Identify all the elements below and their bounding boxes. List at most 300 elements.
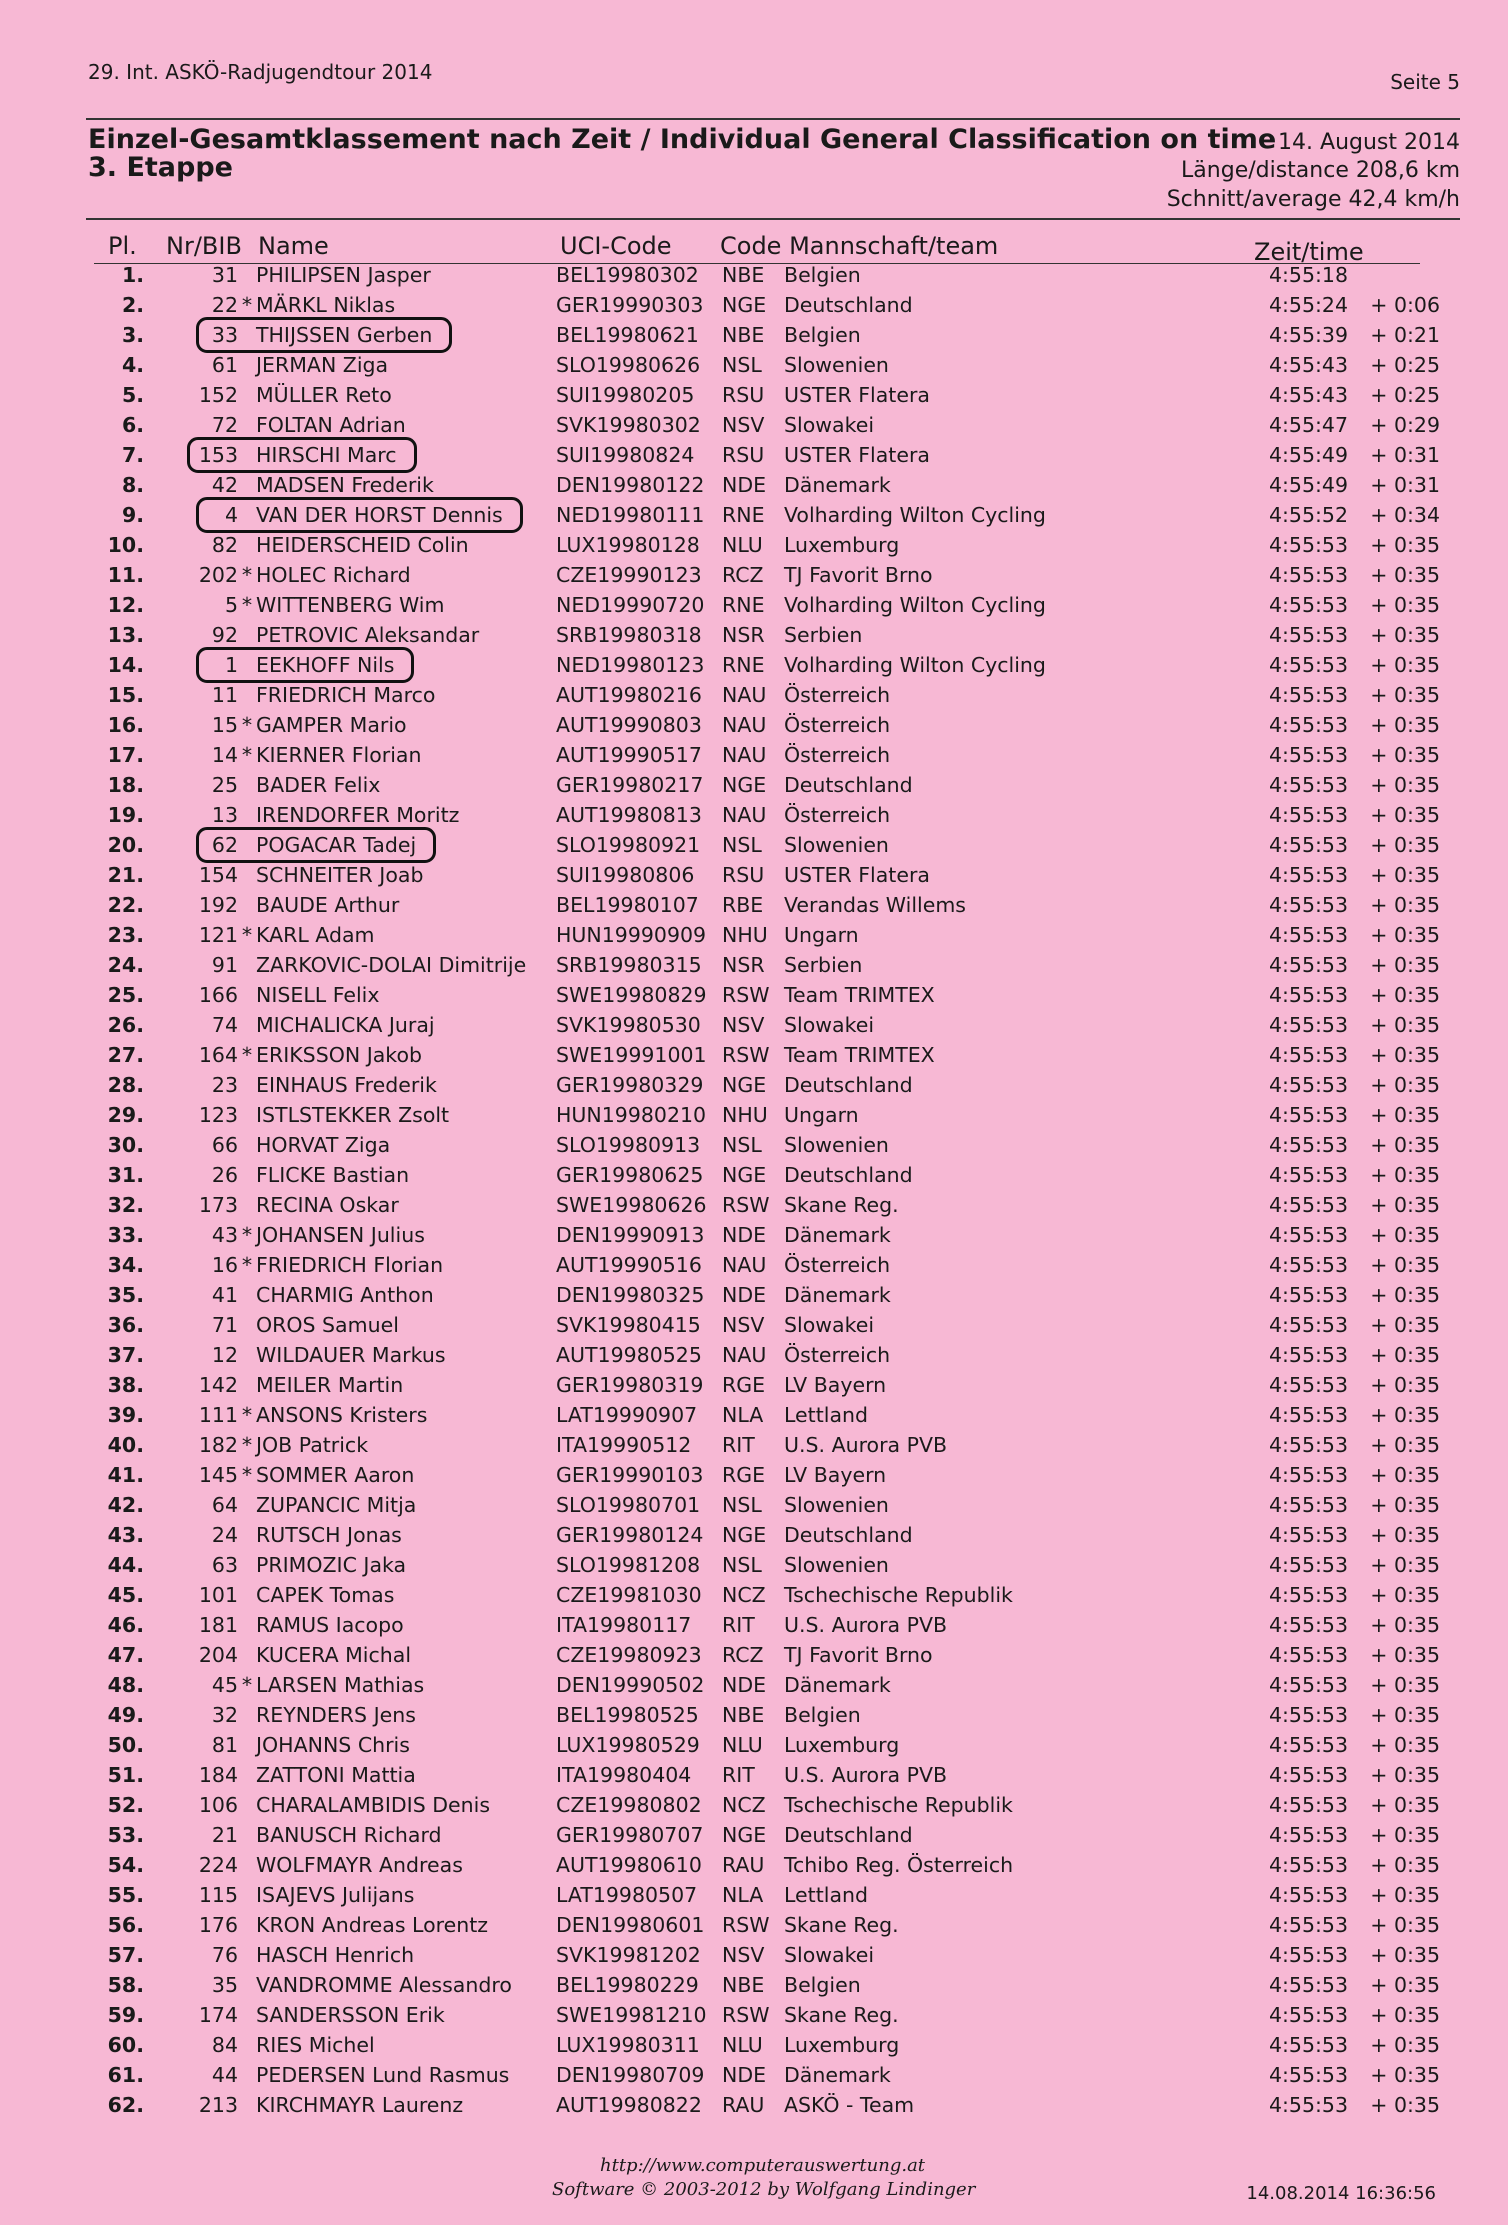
place-cell: 3.: [121, 323, 144, 347]
bib-cell: 173: [198, 1193, 238, 1217]
bib-cell: 192: [198, 893, 238, 917]
team-name-cell: Volharding Wilton Cycling: [784, 593, 1046, 617]
team-name-cell: Österreich: [784, 1343, 891, 1367]
team-code-cell: NLU: [722, 533, 763, 557]
uci-code-cell: DEN19990913: [556, 1223, 705, 1247]
rider-name-cell: ERIKSSON Jakob: [256, 1043, 423, 1067]
bib-cell: 21: [211, 1823, 238, 1847]
time-cell: 4:55:53: [1268, 1043, 1348, 1067]
uci-code-cell: AUT19980525: [556, 1343, 702, 1367]
bib-cell: 72: [211, 413, 238, 437]
team-name-cell: Deutschland: [784, 1163, 913, 1187]
table-row: [0, 1673, 1508, 1703]
bib-cell: 174: [198, 2003, 238, 2027]
team-name-cell: Ungarn: [784, 1103, 859, 1127]
team-name-cell: Slowenien: [784, 1493, 889, 1517]
team-code-cell: NDE: [722, 1223, 767, 1247]
team-name-cell: Tchibo Reg. Österreich: [784, 1853, 1014, 1877]
uci-code-cell: SWE19980626: [556, 1193, 707, 1217]
first-year-marker: *: [241, 593, 253, 617]
team-name-cell: Slowakei: [784, 1943, 875, 1967]
time-cell: 4:55:53: [1268, 2063, 1348, 2087]
gap-cell: + 0:21: [1370, 323, 1440, 347]
time-cell: 4:55:53: [1268, 1313, 1348, 1337]
place-cell: 12.: [107, 593, 144, 617]
bib-cell: 184: [198, 1763, 238, 1787]
gap-cell: + 0:35: [1370, 593, 1440, 617]
rider-name-cell: KIRCHMAYR Laurenz: [256, 2093, 464, 2117]
gap-cell: + 0:29: [1370, 413, 1440, 437]
uci-code-cell: GER19980329: [556, 1073, 704, 1097]
place-cell: 54.: [107, 1853, 144, 1877]
col-header-uci: UCI-Code: [560, 232, 672, 260]
uci-code-cell: HUN19990909: [556, 923, 707, 947]
table-row: [0, 2093, 1508, 2123]
rider-name-cell: FLICKE Bastian: [256, 1163, 410, 1187]
team-name-cell: LV Bayern: [784, 1373, 887, 1397]
team-name-cell: Ungarn: [784, 923, 859, 947]
team-code-cell: NLU: [722, 1733, 763, 1757]
rider-name-cell: RECINA Oskar: [256, 1193, 399, 1217]
place-cell: 5.: [121, 383, 144, 407]
rider-name-cell: RIES Michel: [256, 2033, 375, 2057]
gap-cell: + 0:35: [1370, 1193, 1440, 1217]
time-cell: 4:55:53: [1268, 653, 1348, 677]
place-cell: 2.: [121, 293, 144, 317]
bib-cell: 76: [211, 1943, 238, 1967]
bib-cell: 213: [198, 2093, 238, 2117]
team-name-cell: Lettland: [784, 1883, 869, 1907]
bib-cell: 115: [198, 1883, 238, 1907]
uci-code-cell: SRB19980315: [556, 953, 702, 977]
table-row: [0, 533, 1508, 563]
uci-code-cell: SLO19980921: [556, 833, 701, 857]
bib-cell: 22: [211, 293, 238, 317]
time-cell: 4:55:53: [1268, 1253, 1348, 1277]
gap-cell: + 0:35: [1370, 1313, 1440, 1337]
place-cell: 22.: [107, 893, 144, 917]
gap-cell: + 0:35: [1370, 533, 1440, 557]
bib-cell: 23: [211, 1073, 238, 1097]
first-year-marker: *: [241, 1403, 253, 1427]
time-cell: 4:55:47: [1268, 413, 1348, 437]
rider-name-cell: KRON Andreas Lorentz: [256, 1913, 489, 1937]
time-cell: 4:55:53: [1268, 1433, 1348, 1457]
place-cell: 37.: [107, 1343, 144, 1367]
bib-cell: 142: [198, 1373, 238, 1397]
time-cell: 4:55:53: [1268, 1013, 1348, 1037]
col-header-place: Pl.: [108, 232, 137, 260]
team-code-cell: RIT: [722, 1763, 755, 1787]
team-name-cell: Slowakei: [784, 1313, 875, 1337]
header-rule-mid: [86, 218, 1460, 220]
place-cell: 20.: [107, 833, 144, 857]
stage-label: 3. Etappe: [88, 152, 233, 183]
place-cell: 48.: [107, 1673, 144, 1697]
highlight-circle: [196, 827, 436, 863]
bib-cell: 74: [211, 1013, 238, 1037]
uci-code-cell: LAT19990907: [556, 1403, 698, 1427]
place-cell: 44.: [107, 1553, 144, 1577]
rider-name-cell: ZUPANCIC Mitja: [256, 1493, 417, 1517]
table-row: [0, 593, 1508, 623]
gap-cell: + 0:35: [1370, 1163, 1440, 1187]
uci-code-cell: LUX19980311: [556, 2033, 700, 2057]
bib-cell: 202: [198, 563, 238, 587]
team-code-cell: NLA: [722, 1883, 764, 1907]
team-name-cell: Dänemark: [784, 1223, 891, 1247]
place-cell: 47.: [107, 1643, 144, 1667]
uci-code-cell: ITA19980117: [556, 1613, 692, 1637]
gap-cell: + 0:35: [1370, 1373, 1440, 1397]
first-year-marker: *: [241, 743, 253, 767]
place-cell: 41.: [107, 1463, 144, 1487]
table-row: [0, 2033, 1508, 2063]
time-cell: 4:55:53: [1268, 1373, 1348, 1397]
rider-name-cell: VANDROMME Alessandro: [256, 1973, 512, 1997]
team-code-cell: NAU: [722, 803, 767, 827]
team-code-cell: NGE: [722, 773, 767, 797]
table-row: [0, 1403, 1508, 1433]
time-cell: 4:55:53: [1268, 863, 1348, 887]
place-cell: 36.: [107, 1313, 144, 1337]
uci-code-cell: SWE19981210: [556, 2003, 707, 2027]
team-name-cell: Österreich: [784, 743, 891, 767]
gap-cell: + 0:35: [1370, 773, 1440, 797]
place-cell: 13.: [107, 623, 144, 647]
header-rule-top: [86, 118, 1460, 120]
time-cell: 4:55:53: [1268, 1943, 1348, 1967]
time-cell: 4:55:53: [1268, 1193, 1348, 1217]
table-row: [0, 1553, 1508, 1583]
team-name-cell: Lettland: [784, 1403, 869, 1427]
rider-name-cell: SOMMER Aaron: [256, 1463, 415, 1487]
gap-cell: + 0:35: [1370, 1613, 1440, 1637]
team-name-cell: Team TRIMTEX: [784, 1043, 935, 1067]
uci-code-cell: DEN19980709: [556, 2063, 705, 2087]
time-cell: 4:55:53: [1268, 1703, 1348, 1727]
rider-name-cell: CHARALAMBIDIS Denis: [256, 1793, 491, 1817]
time-cell: 4:55:53: [1268, 1583, 1348, 1607]
uci-code-cell: BEL19980621: [556, 323, 699, 347]
team-code-cell: NCZ: [722, 1583, 766, 1607]
team-code-cell: RCZ: [722, 563, 764, 587]
place-cell: 1.: [121, 263, 144, 287]
race-distance: Länge/distance 208,6 km: [1181, 158, 1460, 183]
table-row: [0, 1883, 1508, 1913]
place-cell: 56.: [107, 1913, 144, 1937]
place-cell: 11.: [107, 563, 144, 587]
gap-cell: + 0:35: [1370, 1583, 1440, 1607]
rider-name-cell: KUCERA Michal: [256, 1643, 412, 1667]
gap-cell: + 0:35: [1370, 1343, 1440, 1367]
place-cell: 10.: [107, 533, 144, 557]
table-row: [0, 743, 1508, 773]
uci-code-cell: GER19990303: [556, 293, 704, 317]
team-code-cell: RAU: [722, 1853, 765, 1877]
team-name-cell: USTER Flatera: [784, 863, 930, 887]
team-name-cell: Belgien: [784, 263, 861, 287]
gap-cell: + 0:35: [1370, 1943, 1440, 1967]
gap-cell: + 0:35: [1370, 833, 1440, 857]
time-cell: 4:55:53: [1268, 1523, 1348, 1547]
table-row: [0, 1373, 1508, 1403]
uci-code-cell: NED19980123: [556, 653, 705, 677]
time-cell: 4:55:49: [1268, 443, 1348, 467]
team-name-cell: Deutschland: [784, 1073, 913, 1097]
rider-name-cell: MEILER Martin: [256, 1373, 404, 1397]
time-cell: 4:55:53: [1268, 1823, 1348, 1847]
bib-cell: 31: [211, 263, 238, 287]
table-row: [0, 1433, 1508, 1463]
bib-cell: 13: [211, 803, 238, 827]
team-code-cell: RIT: [722, 1613, 755, 1637]
team-name-cell: Slowenien: [784, 833, 889, 857]
team-name-cell: Deutschland: [784, 1523, 913, 1547]
uci-code-cell: AUT19990803: [556, 713, 702, 737]
place-cell: 33.: [107, 1223, 144, 1247]
bib-cell: 64: [211, 1493, 238, 1517]
uci-code-cell: HUN19980210: [556, 1103, 707, 1127]
bib-cell: 41: [211, 1283, 238, 1307]
team-code-cell: NAU: [722, 743, 767, 767]
bib-cell: 42: [211, 473, 238, 497]
uci-code-cell: DEN19990502: [556, 1673, 705, 1697]
gap-cell: + 0:35: [1370, 1703, 1440, 1727]
team-code-cell: NGE: [722, 1523, 767, 1547]
table-row: [0, 1793, 1508, 1823]
bib-cell: 181: [198, 1613, 238, 1637]
rider-name-cell: EINHAUS Frederik: [256, 1073, 437, 1097]
team-name-cell: Österreich: [784, 803, 891, 827]
uci-code-cell: NED19990720: [556, 593, 705, 617]
time-cell: 4:55:53: [1268, 1163, 1348, 1187]
time-cell: 4:55:53: [1268, 1403, 1348, 1427]
bib-cell: 63: [211, 1553, 238, 1577]
rider-name-cell: FRIEDRICH Florian: [256, 1253, 444, 1277]
gap-cell: + 0:35: [1370, 1463, 1440, 1487]
time-cell: 4:55:53: [1268, 1103, 1348, 1127]
table-row: [0, 383, 1508, 413]
table-row: [0, 1493, 1508, 1523]
team-code-cell: RIT: [722, 1433, 755, 1457]
time-cell: 4:55:53: [1268, 743, 1348, 767]
table-row: [0, 893, 1508, 923]
uci-code-cell: SLO19980626: [556, 353, 701, 377]
bib-cell: 84: [211, 2033, 238, 2057]
team-name-cell: Slowakei: [784, 413, 875, 437]
first-year-marker: *: [241, 713, 253, 737]
bib-cell: 33: [211, 323, 238, 347]
team-name-cell: Deutschland: [784, 293, 913, 317]
uci-code-cell: SUI19980806: [556, 863, 695, 887]
team-name-cell: Dänemark: [784, 1673, 891, 1697]
uci-code-cell: DEN19980601: [556, 1913, 705, 1937]
gap-cell: + 0:35: [1370, 893, 1440, 917]
bib-cell: 24: [211, 1523, 238, 1547]
time-cell: 4:55:43: [1268, 383, 1348, 407]
highlight-circle: [196, 497, 523, 533]
place-cell: 17.: [107, 743, 144, 767]
time-cell: 4:55:53: [1268, 1553, 1348, 1577]
time-cell: 4:55:53: [1268, 1133, 1348, 1157]
uci-code-cell: CZE19980802: [556, 1793, 702, 1817]
rider-name-cell: JOB Patrick: [256, 1433, 369, 1457]
first-year-marker: *: [241, 923, 253, 947]
bib-cell: 176: [198, 1913, 238, 1937]
team-code-cell: RSW: [722, 2003, 770, 2027]
bib-cell: 166: [198, 983, 238, 1007]
team-code-cell: NSR: [722, 623, 765, 647]
gap-cell: + 0:35: [1370, 1433, 1440, 1457]
table-row: [0, 1223, 1508, 1253]
team-code-cell: NSL: [722, 353, 762, 377]
col-header-name: Name: [258, 232, 329, 260]
place-cell: 21.: [107, 863, 144, 887]
team-code-cell: RSW: [722, 983, 770, 1007]
table-row: [0, 983, 1508, 1013]
table-row: [0, 1103, 1508, 1133]
bib-cell: 35: [211, 1973, 238, 1997]
rider-name-cell: HOLEC Richard: [256, 563, 411, 587]
bib-cell: 204: [198, 1643, 238, 1667]
rider-name-cell: CHARMIG Anthon: [256, 1283, 434, 1307]
place-cell: 6.: [121, 413, 144, 437]
team-name-cell: Slowenien: [784, 1553, 889, 1577]
place-cell: 28.: [107, 1073, 144, 1097]
team-code-cell: NHU: [722, 1103, 768, 1127]
time-cell: 4:55:53: [1268, 1223, 1348, 1247]
uci-code-cell: BEL19980525: [556, 1703, 699, 1727]
team-name-cell: Österreich: [784, 1253, 891, 1277]
uci-code-cell: DEN19980325: [556, 1283, 705, 1307]
team-code-cell: NSL: [722, 1133, 762, 1157]
team-code-cell: NDE: [722, 2063, 767, 2087]
page-number: Seite 5: [1390, 70, 1460, 94]
bib-cell: 152: [198, 383, 238, 407]
gap-cell: + 0:35: [1370, 863, 1440, 887]
team-name-cell: USTER Flatera: [784, 383, 930, 407]
table-row: [0, 1043, 1508, 1073]
time-cell: 4:55:39: [1268, 323, 1348, 347]
highlight-circle: [187, 437, 417, 473]
team-name-cell: Slowakei: [784, 1013, 875, 1037]
time-cell: 4:55:53: [1268, 893, 1348, 917]
rider-name-cell: NISELL Felix: [256, 983, 380, 1007]
table-row: [0, 1823, 1508, 1853]
race-average: Schnitt/average 42,4 km/h: [1166, 187, 1460, 212]
table-row: [0, 1523, 1508, 1553]
team-code-cell: RNE: [722, 653, 765, 677]
uci-code-cell: GER19980124: [556, 1523, 704, 1547]
place-cell: 24.: [107, 953, 144, 977]
rider-name-cell: ZATTONI Mattia: [256, 1763, 416, 1787]
uci-code-cell: AUT19980813: [556, 803, 702, 827]
uci-code-cell: GER19980625: [556, 1163, 704, 1187]
gap-cell: + 0:35: [1370, 1403, 1440, 1427]
gap-cell: + 0:35: [1370, 1013, 1440, 1037]
uci-code-cell: GER19980319: [556, 1373, 704, 1397]
table-row: [0, 2003, 1508, 2033]
team-code-cell: NBE: [722, 1973, 765, 1997]
place-cell: 61.: [107, 2063, 144, 2087]
page-title: Einzel-Gesamtklassement nach Zeit / Individual General Classification on time: [88, 124, 1277, 155]
time-cell: 4:55:53: [1268, 1853, 1348, 1877]
rider-name-cell: JERMAN Ziga: [256, 353, 389, 377]
table-row: [0, 1973, 1508, 2003]
team-code-cell: NAU: [722, 713, 767, 737]
place-cell: 26.: [107, 1013, 144, 1037]
col-header-code-team: Code Mannschaft/team: [720, 232, 999, 260]
rider-name-cell: MÄRKL Niklas: [256, 293, 396, 317]
gap-cell: + 0:35: [1370, 1673, 1440, 1697]
place-cell: 15.: [107, 683, 144, 707]
time-cell: 4:55:53: [1268, 1643, 1348, 1667]
uci-code-cell: SVK19980415: [556, 1313, 701, 1337]
team-code-cell: NSR: [722, 953, 765, 977]
uci-code-cell: AUT19980610: [556, 1853, 702, 1877]
uci-code-cell: GER19980217: [556, 773, 704, 797]
time-cell: 4:55:53: [1268, 1073, 1348, 1097]
time-cell: 4:55:53: [1268, 1283, 1348, 1307]
time-cell: 4:55:53: [1268, 1463, 1348, 1487]
time-cell: 4:55:18: [1268, 263, 1348, 287]
rider-name-cell: FRIEDRICH Marco: [256, 683, 436, 707]
gap-cell: + 0:35: [1370, 653, 1440, 677]
place-cell: 40.: [107, 1433, 144, 1457]
team-code-cell: RGE: [722, 1373, 766, 1397]
table-row: [0, 1583, 1508, 1613]
team-name-cell: Verandas Willems: [784, 893, 966, 917]
place-cell: 25.: [107, 983, 144, 1007]
uci-code-cell: ITA19980404: [556, 1763, 692, 1787]
bib-cell: 153: [198, 443, 238, 467]
place-cell: 58.: [107, 1973, 144, 1997]
gap-cell: + 0:35: [1370, 1223, 1440, 1247]
bib-cell: 121: [198, 923, 238, 947]
bib-cell: 224: [198, 1853, 238, 1877]
place-cell: 34.: [107, 1253, 144, 1277]
gap-cell: + 0:35: [1370, 1913, 1440, 1937]
team-name-cell: Dänemark: [784, 2063, 891, 2087]
bib-cell: 16: [211, 1253, 238, 1277]
gap-cell: + 0:35: [1370, 1643, 1440, 1667]
gap-cell: + 0:35: [1370, 1733, 1440, 1757]
rider-name-cell: MADSEN Frederik: [256, 473, 434, 497]
footer-url: http://www.computerauswertung.at: [600, 2155, 926, 2176]
table-row: [0, 1643, 1508, 1673]
place-cell: 31.: [107, 1163, 144, 1187]
uci-code-cell: SRB19980318: [556, 623, 702, 647]
team-code-cell: NSL: [722, 1553, 762, 1577]
rider-name-cell: EEKHOFF Nils: [256, 653, 395, 677]
bib-cell: 91: [211, 953, 238, 977]
gap-cell: + 0:35: [1370, 1553, 1440, 1577]
rider-name-cell: PHILIPSEN Jasper: [256, 263, 431, 287]
gap-cell: + 0:34: [1370, 503, 1440, 527]
table-row: [0, 563, 1508, 593]
bib-cell: 25: [211, 773, 238, 797]
gap-cell: + 0:35: [1370, 1253, 1440, 1277]
uci-code-cell: LAT19980507: [556, 1883, 698, 1907]
team-name-cell: Serbien: [784, 953, 863, 977]
gap-cell: + 0:35: [1370, 563, 1440, 587]
rider-name-cell: BANUSCH Richard: [256, 1823, 442, 1847]
place-cell: 60.: [107, 2033, 144, 2057]
team-code-cell: NDE: [722, 473, 767, 497]
gap-cell: + 0:35: [1370, 923, 1440, 947]
team-name-cell: Dänemark: [784, 1283, 891, 1307]
